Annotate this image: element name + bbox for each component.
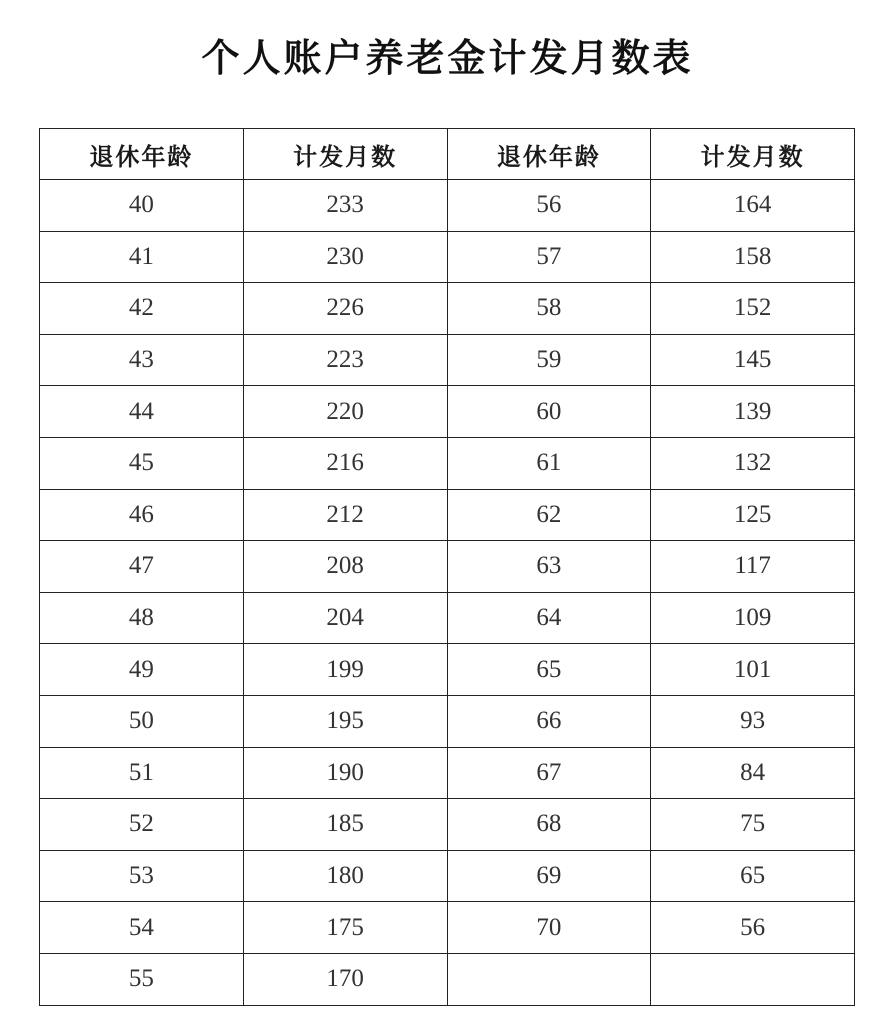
retirement-age-left-cell: 43	[40, 334, 244, 386]
payout-months-left-cell: 185	[243, 799, 447, 851]
retirement-age-right-cell: 59	[447, 334, 651, 386]
retirement-age-right-cell	[447, 953, 651, 1005]
retirement-age-left-cell: 50	[40, 695, 244, 747]
header-payout-months-left: 计发月数	[243, 129, 447, 180]
table-row	[40, 747, 855, 799]
table-row	[40, 592, 855, 644]
payout-months-right-cell: 109	[651, 592, 855, 644]
retirement-age-right-cell: 66	[447, 695, 651, 747]
retirement-age-left-cell: 45	[40, 437, 244, 489]
pension-table-container	[39, 128, 855, 1006]
payout-months-right-cell	[651, 953, 855, 1005]
retirement-age-right-cell: 65	[447, 644, 651, 696]
retirement-age-left-cell: 54	[40, 902, 244, 954]
retirement-age-right-cell: 56	[447, 180, 651, 232]
table-row	[40, 953, 855, 1005]
payout-months-right-cell: 65	[651, 850, 855, 902]
payout-months-right-cell: 152	[651, 283, 855, 335]
payout-months-right-cell: 117	[651, 541, 855, 593]
payout-months-left-cell: 195	[243, 695, 447, 747]
table-row	[40, 386, 855, 438]
header-retirement-age-left: 退休年龄	[40, 129, 244, 180]
payout-months-left-cell: 190	[243, 747, 447, 799]
retirement-age-left-cell: 52	[40, 799, 244, 851]
payout-months-left-cell: 226	[243, 283, 447, 335]
payout-months-right-cell: 145	[651, 334, 855, 386]
table-row	[40, 902, 855, 954]
retirement-age-right-cell: 62	[447, 489, 651, 541]
retirement-age-left-cell: 55	[40, 953, 244, 1005]
payout-months-left-cell: 220	[243, 386, 447, 438]
payout-months-left-cell: 204	[243, 592, 447, 644]
retirement-age-left-cell: 48	[40, 592, 244, 644]
retirement-age-right-cell: 70	[447, 902, 651, 954]
retirement-age-right-cell: 57	[447, 231, 651, 283]
header-payout-months-right: 计发月数	[651, 129, 855, 180]
payout-months-left-cell: 208	[243, 541, 447, 593]
table-row	[40, 489, 855, 541]
retirement-age-left-cell: 47	[40, 541, 244, 593]
payout-months-right-cell: 101	[651, 644, 855, 696]
payout-months-left-cell: 170	[243, 953, 447, 1005]
retirement-age-right-cell: 64	[447, 592, 651, 644]
retirement-age-left-cell: 51	[40, 747, 244, 799]
retirement-age-left-cell: 49	[40, 644, 244, 696]
payout-months-right-cell: 56	[651, 902, 855, 954]
retirement-age-right-cell: 61	[447, 437, 651, 489]
retirement-age-left-cell: 42	[40, 283, 244, 335]
payout-months-right-cell: 164	[651, 180, 855, 232]
table-row	[40, 799, 855, 851]
retirement-age-left-cell: 53	[40, 850, 244, 902]
pension-months-table	[39, 128, 855, 1006]
retirement-age-left-cell: 40	[40, 180, 244, 232]
retirement-age-right-cell: 58	[447, 283, 651, 335]
table-row	[40, 283, 855, 335]
table-row	[40, 334, 855, 386]
table-body	[40, 180, 855, 1006]
retirement-age-right-cell: 67	[447, 747, 651, 799]
payout-months-left-cell: 216	[243, 437, 447, 489]
payout-months-right-cell: 125	[651, 489, 855, 541]
payout-months-right-cell: 132	[651, 437, 855, 489]
payout-months-right-cell: 75	[651, 799, 855, 851]
table-row	[40, 644, 855, 696]
payout-months-left-cell: 233	[243, 180, 447, 232]
table-row	[40, 437, 855, 489]
retirement-age-right-cell: 60	[447, 386, 651, 438]
payout-months-left-cell: 199	[243, 644, 447, 696]
payout-months-right-cell: 158	[651, 231, 855, 283]
page-title: 个人账户养老金计发月数表	[201, 35, 694, 81]
table-row	[40, 541, 855, 593]
retirement-age-right-cell: 63	[447, 541, 651, 593]
payout-months-right-cell: 84	[651, 747, 855, 799]
payout-months-left-cell: 180	[243, 850, 447, 902]
payout-months-right-cell: 139	[651, 386, 855, 438]
table-row	[40, 695, 855, 747]
payout-months-right-cell: 93	[651, 695, 855, 747]
payout-months-left-cell: 230	[243, 231, 447, 283]
retirement-age-left-cell: 44	[40, 386, 244, 438]
table-row	[40, 180, 855, 232]
payout-months-left-cell: 175	[243, 902, 447, 954]
table-row	[40, 231, 855, 283]
header-retirement-age-right: 退休年龄	[447, 129, 651, 180]
table-header-row	[40, 129, 855, 180]
retirement-age-right-cell: 68	[447, 799, 651, 851]
payout-months-left-cell: 223	[243, 334, 447, 386]
table-row	[40, 850, 855, 902]
payout-months-left-cell: 212	[243, 489, 447, 541]
retirement-age-left-cell: 41	[40, 231, 244, 283]
retirement-age-left-cell: 46	[40, 489, 244, 541]
retirement-age-right-cell: 69	[447, 850, 651, 902]
